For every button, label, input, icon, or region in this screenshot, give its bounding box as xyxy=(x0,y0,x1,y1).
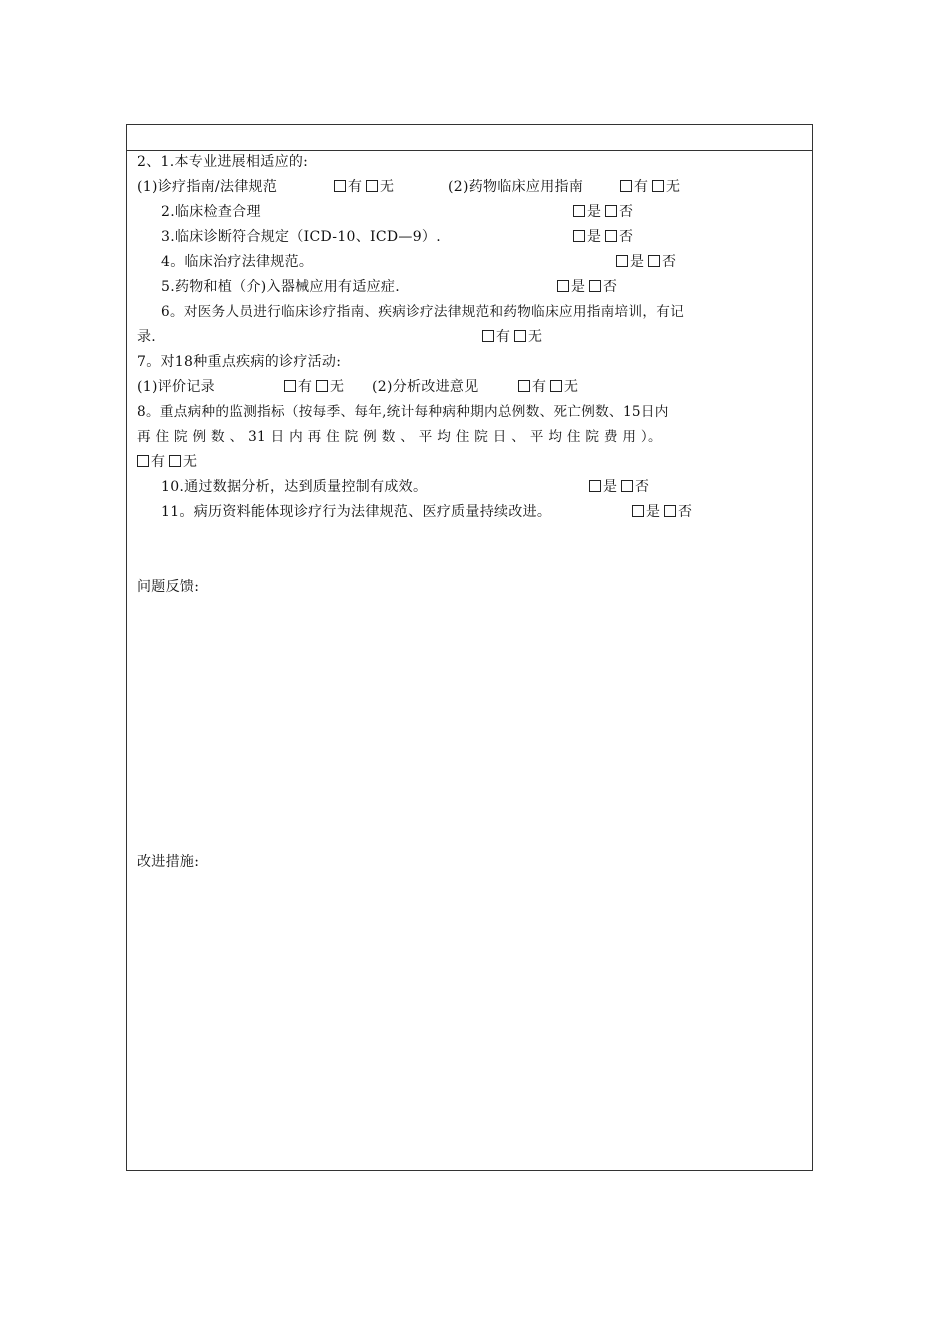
item-10-data-analysis-label: 10.通过数据分析，达到质量控制有成效。 xyxy=(161,479,428,495)
item-evaluation-label: (1)评价记录 xyxy=(137,379,215,395)
checkbox-shi[interactable] xyxy=(589,480,601,492)
choice-analysis: 有 无 xyxy=(518,378,578,396)
checkbox-you[interactable] xyxy=(482,330,494,342)
choice-data-analysis: 是 否 xyxy=(589,478,649,496)
item-2-heading: 2、1.本专业进展相适应的: xyxy=(137,154,309,170)
checkbox-fou[interactable] xyxy=(605,205,617,217)
item-clinical-exam-label: 2.临床检查合理 xyxy=(161,204,261,220)
feedback-heading: 问题反馈: xyxy=(137,579,200,595)
item-11-records-label: 11。病历资料能体现诊疗行为法律规范、医疗质量持续改进。 xyxy=(161,504,552,520)
choice-guidelines: 有 无 xyxy=(334,178,394,196)
choice-clinical-exam: 是 否 xyxy=(573,203,633,221)
item-8-monitoring-label: 8。重点病种的监测指标（按每季、每年,统计每种病种期内总例数、死亡例数、15日内 xyxy=(137,404,669,420)
improvement-area[interactable] xyxy=(137,875,797,1155)
checkbox-you[interactable] xyxy=(334,180,346,192)
item-diagnosis-label: 3.临床诊断符合规定（ICD-10、ICD—9）. xyxy=(161,229,441,245)
checkbox-wu[interactable] xyxy=(514,330,526,342)
item-2-drug-guide-label: (2)药物临床应用指南 xyxy=(448,179,584,195)
checkbox-wu[interactable] xyxy=(652,180,664,192)
checkbox-fou[interactable] xyxy=(664,505,676,517)
checkbox-wu[interactable] xyxy=(169,455,181,467)
checkbox-you[interactable] xyxy=(518,380,530,392)
checkbox-fou[interactable] xyxy=(605,230,617,242)
choice-training: 有 无 xyxy=(482,328,542,346)
checkbox-wu[interactable] xyxy=(366,180,378,192)
choice-drug-guide: 有 无 xyxy=(620,178,680,196)
choice-treatment: 是 否 xyxy=(616,253,676,271)
checkbox-shi[interactable] xyxy=(632,505,644,517)
checkbox-you[interactable] xyxy=(137,455,149,467)
choice-diagnosis: 是 否 xyxy=(573,228,633,246)
item-training-label: 6。对医务人员进行临床诊疗指南、疾病诊疗法律规范和药物临床应用指南培训，有记 xyxy=(161,304,685,320)
item-7-heading: 7。对18种重点疾病的诊疗活动: xyxy=(137,354,342,370)
checkbox-fou[interactable] xyxy=(648,255,660,267)
checkbox-wu[interactable] xyxy=(316,380,328,392)
item-training-label-cont: 录. xyxy=(137,329,157,345)
improvement-heading: 改进措施: xyxy=(137,854,200,870)
header-row xyxy=(127,125,812,151)
checkbox-you[interactable] xyxy=(620,180,632,192)
choice-evaluation: 有 无 xyxy=(284,378,344,396)
checkbox-shi[interactable] xyxy=(616,255,628,267)
checkbox-you[interactable] xyxy=(284,380,296,392)
item-treatment-label: 4。临床治疗法律规范。 xyxy=(161,254,314,270)
choice-monitoring: 有 无 xyxy=(137,453,197,471)
feedback-area[interactable] xyxy=(137,600,797,840)
choice-drug-device: 是 否 xyxy=(557,278,617,296)
checkbox-shi[interactable] xyxy=(573,205,585,217)
item-drug-device-label: 5.药物和植（介)入器械应用有适应症. xyxy=(161,279,400,295)
checkbox-shi[interactable] xyxy=(573,230,585,242)
checkbox-fou[interactable] xyxy=(589,280,601,292)
item-8-monitoring-label-cont: 再 住 院 例 数 、 31 日 内 再 住 院 例 数 、 平 均 住 院 日 、 平 均 住 院 费 用 ）。 xyxy=(137,429,662,445)
choice-records: 是 否 xyxy=(632,503,692,521)
item-1-guidelines-label: (1)诊疗指南/法律规范 xyxy=(137,179,278,195)
checkbox-wu[interactable] xyxy=(550,380,562,392)
checkbox-shi[interactable] xyxy=(557,280,569,292)
checkbox-fou[interactable] xyxy=(621,480,633,492)
item-analysis-label: (2)分析改进意见 xyxy=(372,379,479,395)
